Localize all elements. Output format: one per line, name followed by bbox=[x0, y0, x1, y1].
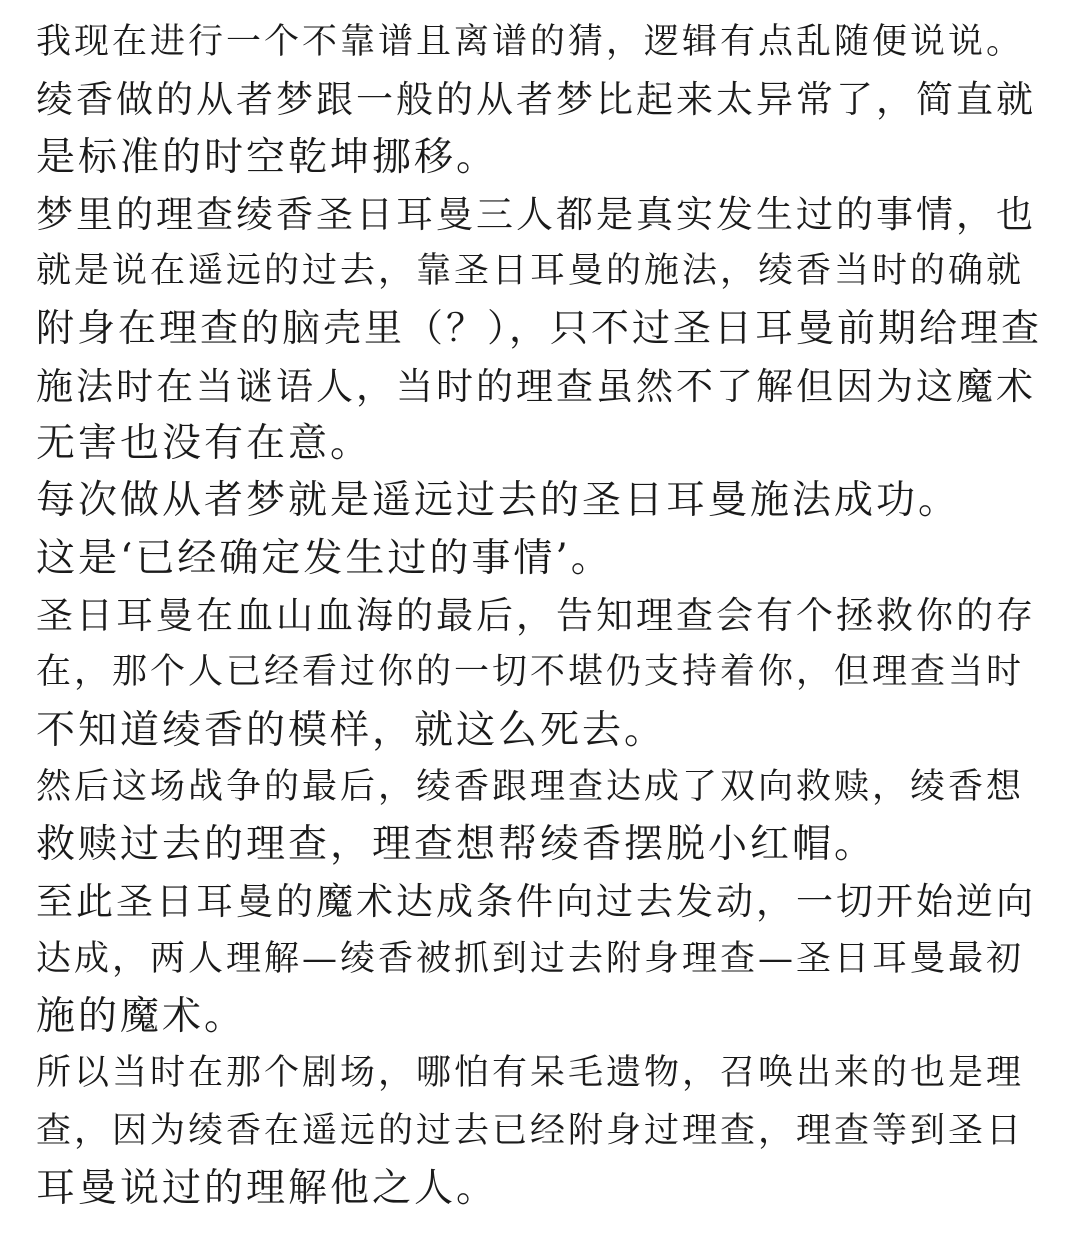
text-line: 耳曼说过的理解他之人。 bbox=[36, 1165, 499, 1211]
text-line: 至此圣日耳曼的魔术达成条件向过去发动，一切开始逆向 bbox=[36, 880, 1036, 924]
text-line: 绫香做的从者梦跟一般的从者梦比起来太异常了，简直就 bbox=[36, 78, 1036, 122]
text-line: 这是‘已经确定发生过的事情’。 bbox=[36, 535, 613, 581]
text-line: 在，那个人已经看过你的一切不堪仍支持着你，但理查当时 bbox=[36, 652, 1025, 693]
text-line: 不知道绫香的模样，就这么死去。 bbox=[36, 707, 667, 753]
text-line: 是标准的时空乾坤挪移。 bbox=[36, 134, 499, 180]
text-line: 达成，两人理解—绫香被抓到过去附身理查—圣日耳曼最初 bbox=[36, 938, 1025, 979]
text-line: 施的魔术。 bbox=[36, 994, 247, 1040]
text-line: 附身在理查的脑壳里（？），只不过圣日耳曼前期给理查 bbox=[36, 306, 1043, 351]
text-line: 所以当时在那个剧场，哪怕有呆毛遗物，召唤出来的也是理 bbox=[36, 1053, 1025, 1094]
text-line: 就是说在遥远的过去，靠圣日耳曼的施法，绫香当时的确就 bbox=[36, 251, 1025, 292]
text-line: 查，因为绫香在遥远的过去已经附身过理查，理查等到圣日 bbox=[36, 1110, 1025, 1151]
text-line: 然后这场战争的最后，绫香跟理查达成了双向救赎，绫香想 bbox=[36, 766, 1025, 807]
text-line: 圣日耳曼在血山血海的最后，告知理查会有个拯救你的存 bbox=[36, 593, 1036, 637]
text-line: 梦里的理查绫香圣日耳曼三人都是真实发生过的事情，也 bbox=[36, 192, 1036, 236]
text-line: 无害也没有在意。 bbox=[36, 421, 373, 467]
text-line: 施法时在当谜语人，当时的理查虽然不了解但因为这魔术 bbox=[36, 364, 1036, 408]
text-line: 救赎过去的理查，理查想帮绫香摆脱小红帽。 bbox=[36, 822, 877, 868]
handwritten-note-text bbox=[36, 14, 1046, 1217]
text-line: 每次做从者梦就是遥远过去的圣日耳曼施法成功。 bbox=[36, 478, 961, 524]
text-line: 我现在进行一个不靠谱且离谱的猜，逻辑有点乱随便说说。 bbox=[36, 22, 1025, 62]
